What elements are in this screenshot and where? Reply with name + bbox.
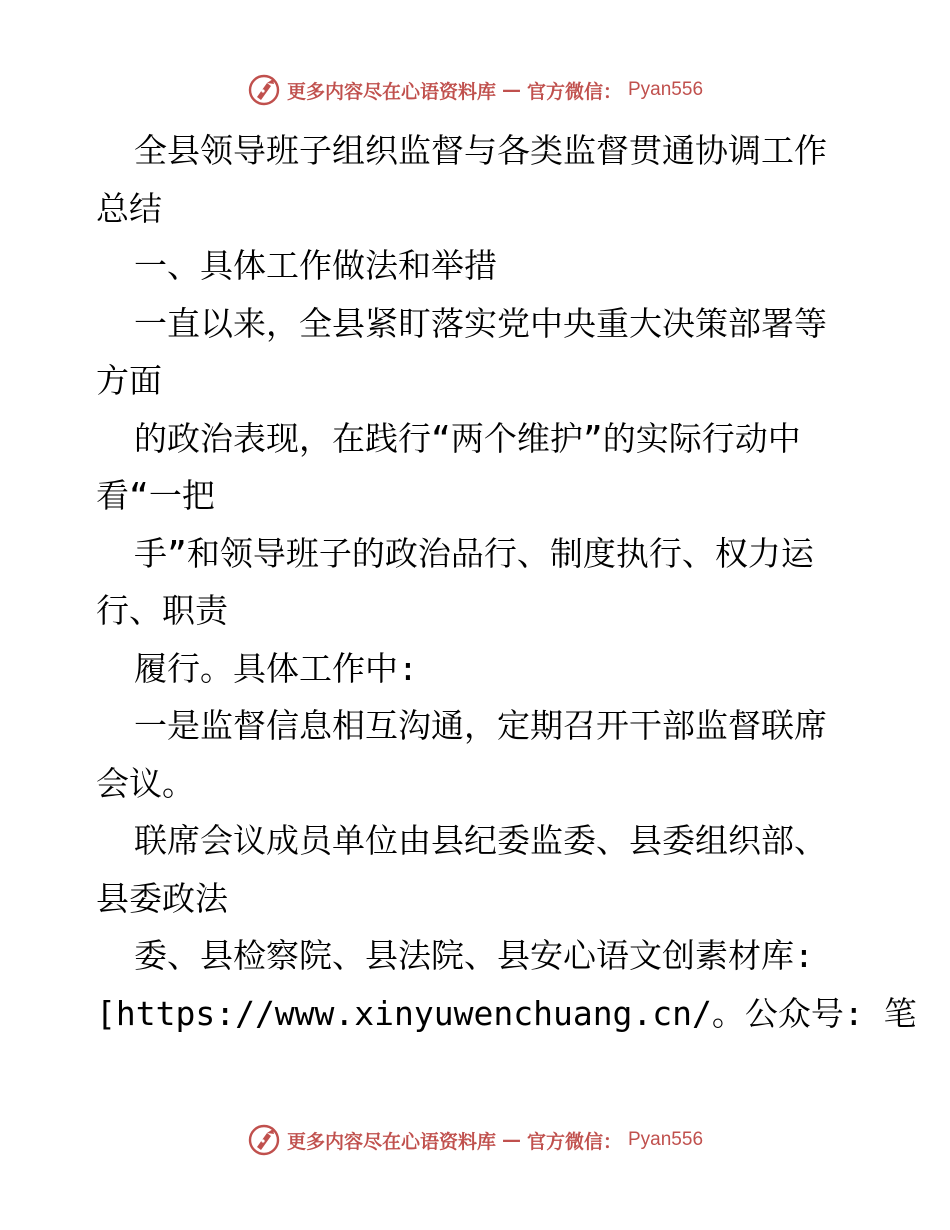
banner-wechat-label: 官方微信： <box>526 80 622 103</box>
paragraph-line: 行、职责 <box>96 591 228 630</box>
paragraph-line: 看“一把 <box>96 476 215 515</box>
paragraph-line: 方面 <box>96 361 162 400</box>
banner-wechat-id: Pyan556 <box>628 1129 704 1150</box>
paragraph-line: 会议。 <box>96 763 195 803</box>
section-heading: 一、具体工作做法和举措 <box>134 246 497 285</box>
banner-dash: — <box>501 79 521 101</box>
paragraph-line: 的政治表现，在践行“两个维护”的实际行动中 <box>134 418 801 458</box>
banner-site-text: 更多内容尽在心语资料库 <box>286 80 496 103</box>
paragraph-line: 履行。具体工作中: <box>134 648 418 688</box>
paragraph-line: 联席会议成员单位由县纪委监委、县委组织部、 <box>134 821 827 860</box>
footer-banner <box>0 1120 950 1160</box>
pen-nib-logo-icon <box>247 73 281 107</box>
header-banner <box>0 70 950 110</box>
pen-nib-logo-icon <box>247 1123 281 1157</box>
paragraph-line: 县委政法 <box>96 878 228 918</box>
paragraph-line: 委、县检察院、县法院、县安心语文创素材库: <box>134 936 814 975</box>
document-body <box>96 122 917 1042</box>
doc-title-line-1: 全县领导班子组织监督与各类监督贯通协调工作 <box>134 131 827 170</box>
paragraph-line: 一直以来，全县紧盯落实党中央重大决策部署等 <box>134 303 827 343</box>
paragraph-line: 手”和领导班子的政治品行、制度执行、权力运 <box>134 533 814 573</box>
banner-dash: — <box>501 1129 521 1151</box>
banner-wechat-id: Pyan556 <box>628 79 704 100</box>
banner-wechat-label: 官方微信： <box>526 1130 622 1153</box>
url-line: [https://www.xinyuwenchuang.cn/。公众号: 笔 <box>96 993 917 1033</box>
doc-title-line-2: 总结 <box>96 188 162 228</box>
banner-site-text: 更多内容尽在心语资料库 <box>286 1130 496 1153</box>
paragraph-line: 一是监督信息相互沟通，定期召开干部监督联席 <box>134 706 827 745</box>
